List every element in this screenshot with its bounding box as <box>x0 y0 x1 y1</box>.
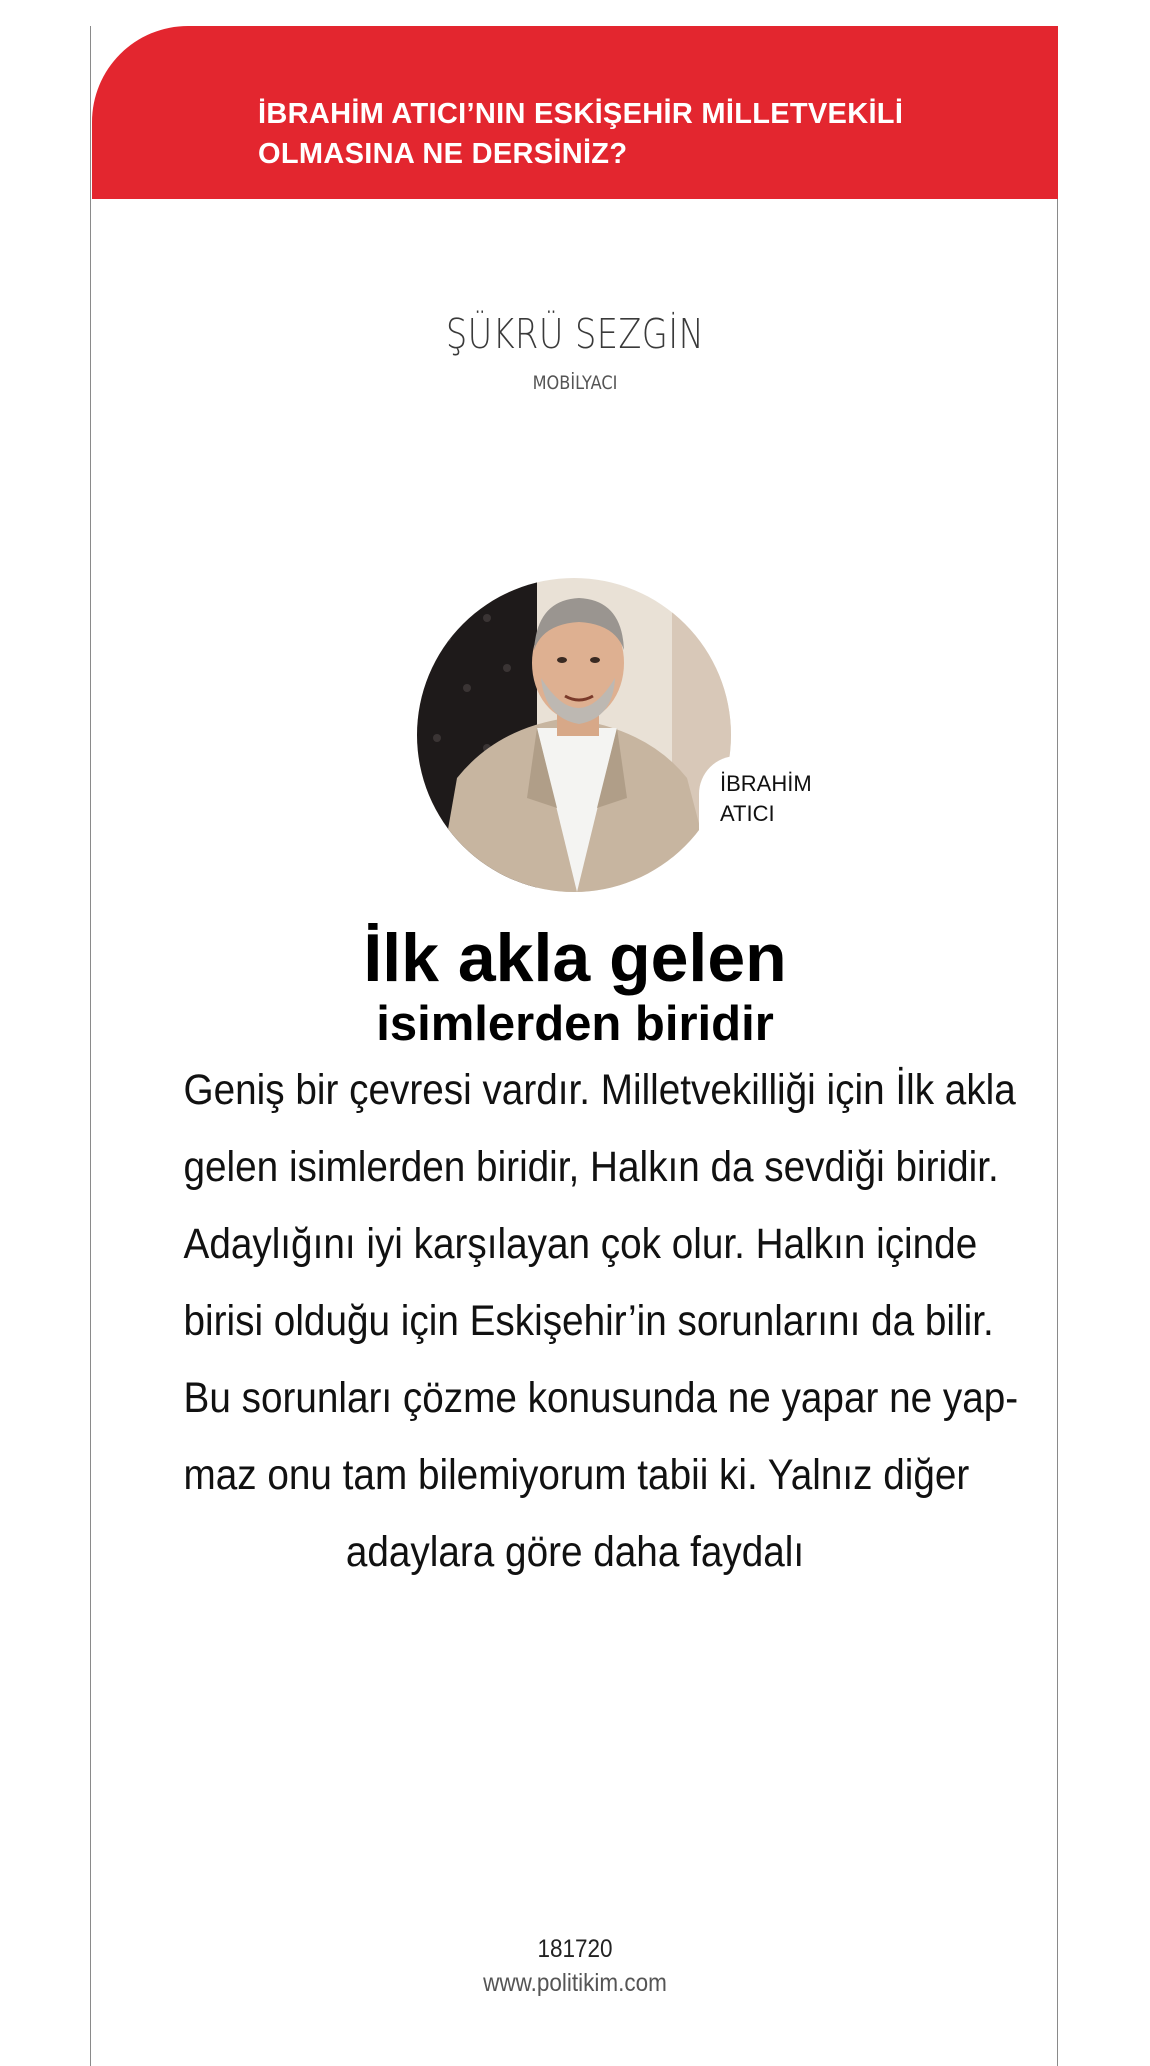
header-title <box>258 94 1058 174</box>
body-line: Bu sorunları çözme konusunda ne yapar ne yap- <box>183 1374 1019 1422</box>
portrait-caption <box>720 769 812 829</box>
footer-id: 181720 <box>537 1935 613 1963</box>
article-subheadline: isimlerden biridir <box>376 997 774 1051</box>
portrait-photo <box>417 578 731 892</box>
caption-line-1: İBRAHİM <box>720 771 812 796</box>
header-title-line-2: OLMASINA NE DERSİNİZ? <box>258 138 628 170</box>
body-line: maz onu tam bilemiyorum tabii ki. Yalnız diğer <box>183 1451 970 1499</box>
article-headline: İlk akla gelen <box>363 920 787 996</box>
body-line: adaylara göre daha faydalı <box>345 1528 805 1576</box>
person-photo-icon <box>417 578 731 892</box>
header-title-line-1: İBRAHİM ATICI’NIN ESKİŞEHİR MİLLETVEKİLİ <box>258 98 904 130</box>
footer-url-link[interactable]: www.politikim.com <box>483 1969 667 1997</box>
header-banner <box>92 26 1058 199</box>
body-line: Geniş bir çevresi vardır. Milletvekilliği için İlk akla <box>183 1066 1016 1114</box>
body-line: Adaylığını iyi karşılayan çok olur. Halkın içinde <box>183 1220 978 1268</box>
author-role: MOBİLYACI <box>532 372 618 394</box>
caption-line-2: ATICI <box>720 801 775 826</box>
body-line: gelen isimlerden biridir, Halkın da sevdiği biridir. <box>183 1143 999 1191</box>
article-body <box>183 1052 1019 1591</box>
author-name: ŞÜKRÜ SEZGİN <box>445 310 705 358</box>
body-line: birisi olduğu için Eskişehir’in sorunlarını da bilir. <box>183 1297 994 1345</box>
